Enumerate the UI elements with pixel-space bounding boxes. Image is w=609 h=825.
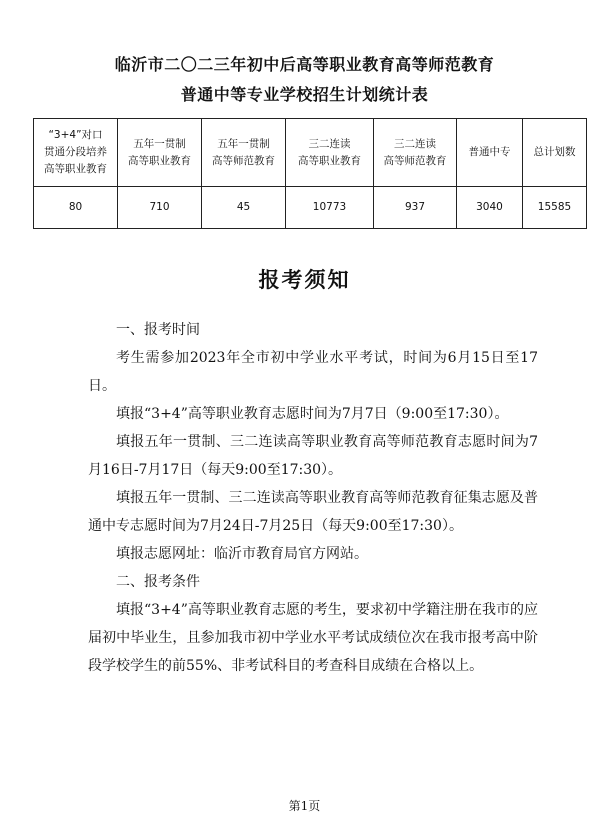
paragraph-3plus4-conditions: 填报“3+4”高等职业教育志愿的考生，要求初中学籍注册在我市的应届初中毕业生，且参加我市初中学业水平考试成绩位次在我市报考高中阶段学校学生的前55%、非考试科目的考查科目成绩在合格以上。 — [88, 602, 538, 674]
header-cell-secondary-vocational: 普通中专 — [457, 119, 523, 187]
document-title-line-1: 临沂市二〇二三年初中后高等职业教育高等师范教育 — [114, 55, 495, 74]
paragraph-3plus4-date: 填报“3+4”高等职业教育志愿时间为7月7日（9:00至17:30）。 — [116, 406, 509, 422]
document-title-line-2: 普通中等专业学校招生计划统计表 — [180, 85, 429, 104]
paragraph-website: 填报志愿网址：临沂市教育局官方网站。 — [116, 546, 368, 562]
paragraph-exam-date: 考生需参加2023年全市初中学业水平考试，时间为6月15日至17日。 — [88, 350, 538, 394]
value-cell-secondary-vocational: 3040 — [457, 187, 523, 229]
value-cell-total: 15585 — [523, 187, 587, 229]
notice-body — [88, 316, 538, 680]
value-cell-five-year-normal: 45 — [202, 187, 286, 229]
value-cell-five-year-vocational: 710 — [118, 187, 202, 229]
section-heading-conditions: 二、报考条件 — [116, 574, 200, 590]
value-cell-three-two-vocational: 10773 — [286, 187, 374, 229]
table-header-row — [34, 119, 587, 187]
notice-heading: 报考须知 — [258, 268, 351, 292]
header-cell-3plus4: “3+4”对口 贯通分段培养 高等职业教育 — [34, 119, 118, 187]
section-heading-time: 一、报考时间 — [116, 322, 200, 338]
value-cell-three-two-normal: 937 — [374, 187, 457, 229]
value-cell-3plus4: 80 — [34, 187, 118, 229]
page-number: 第1页 — [288, 799, 321, 813]
enrollment-plan-table — [33, 118, 587, 229]
table-row — [34, 187, 587, 229]
header-cell-five-year-normal: 五年一贯制 高等师范教育 — [202, 119, 286, 187]
header-cell-five-year-vocational: 五年一贯制 高等职业教育 — [118, 119, 202, 187]
header-cell-three-two-vocational: 三二连读 高等职业教育 — [286, 119, 374, 187]
paragraph-five-year-date: 填报五年一贯制、三二连读高等职业教育高等师范教育志愿时间为7月16日-7月17日（每天9:00至17:30）。 — [88, 434, 538, 478]
header-cell-three-two-normal: 三二连读 高等师范教育 — [374, 119, 457, 187]
paragraph-supplementary-date: 填报五年一贯制、三二连读高等职业教育高等师范教育征集志愿及普通中专志愿时间为7月24日-7月25日（每天9:00至17:30）。 — [88, 490, 538, 534]
header-cell-total: 总计划数 — [523, 119, 587, 187]
